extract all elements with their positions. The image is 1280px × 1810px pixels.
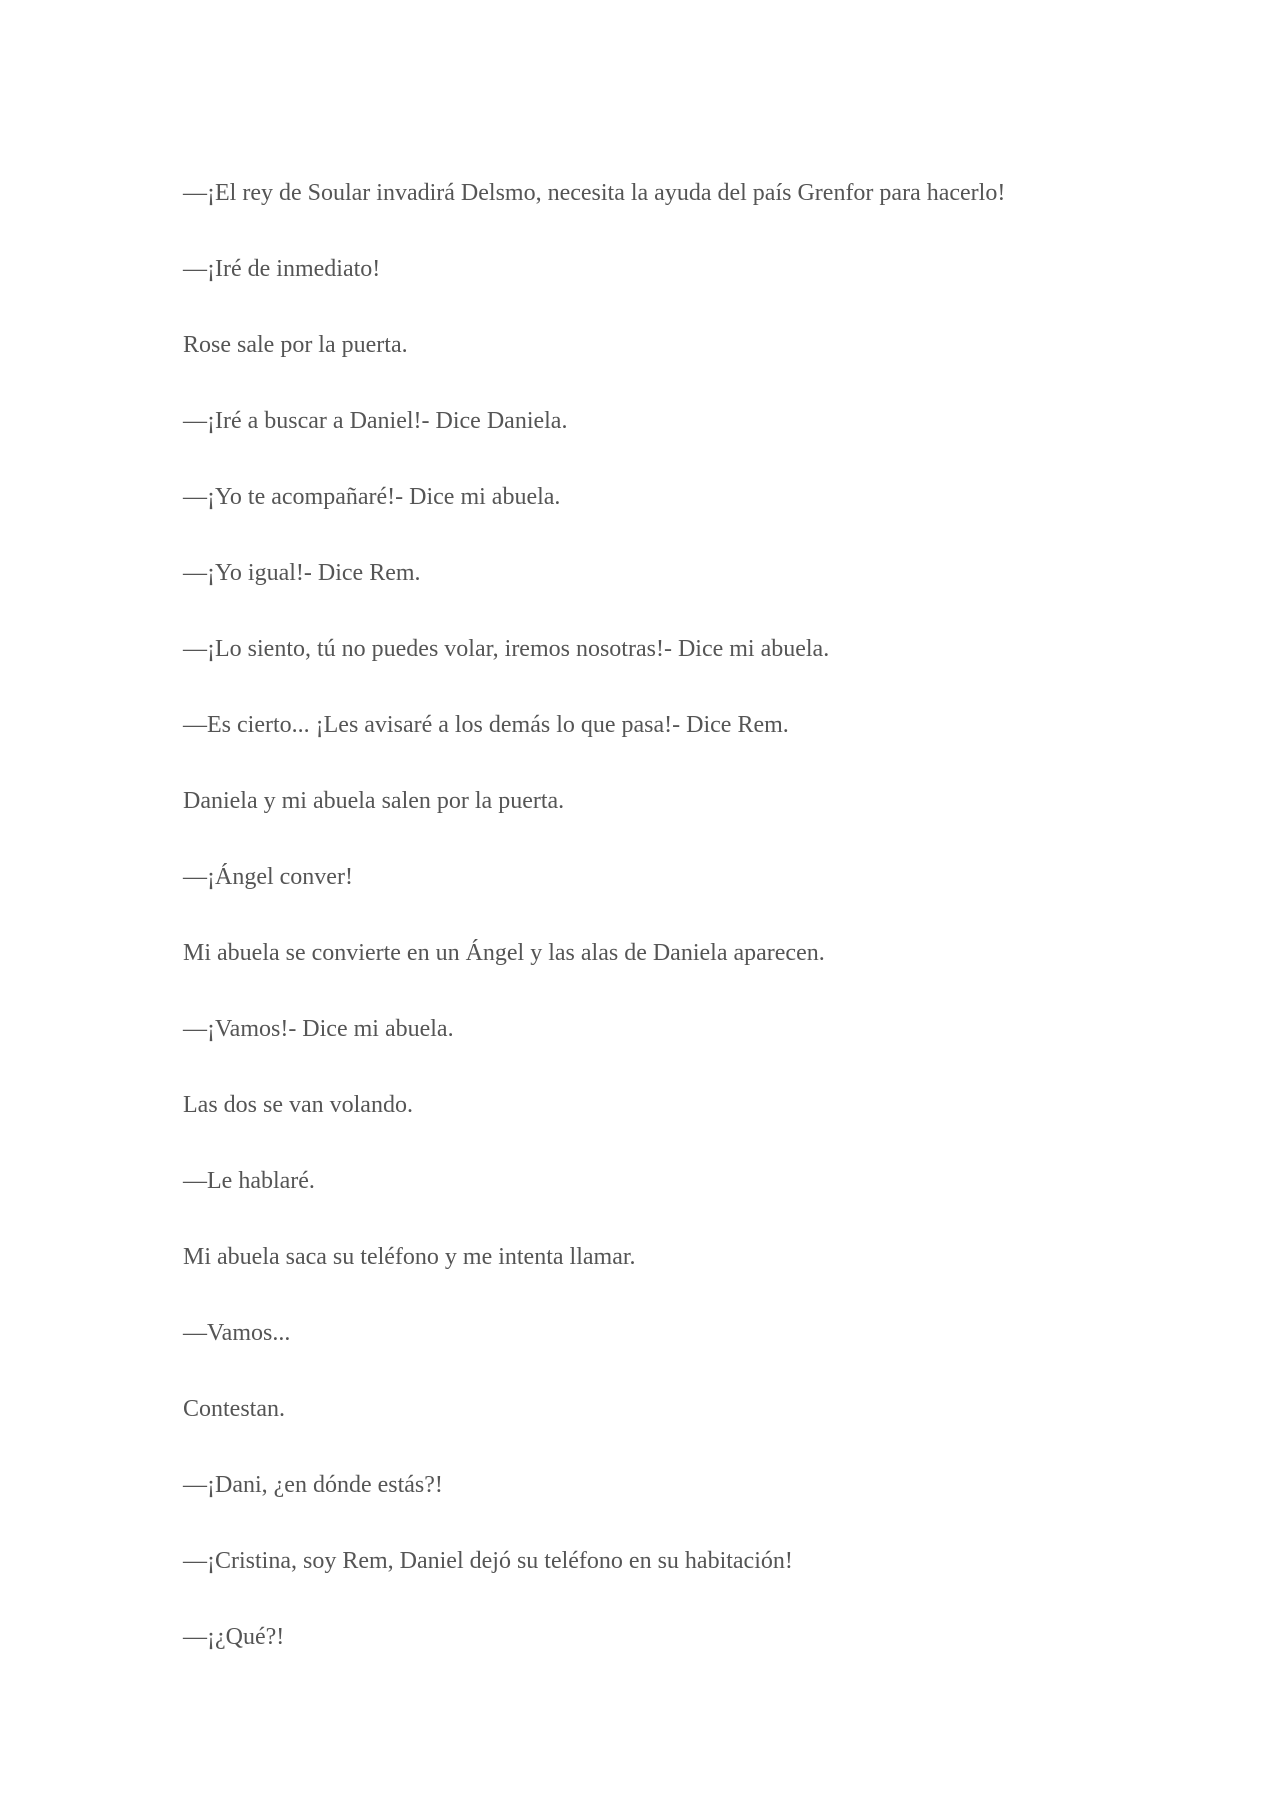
paragraph: —¡Cristina, soy Rem, Daniel dejó su teléfono en su habitación! — [183, 1548, 793, 1574]
paragraph: —¡Ángel conver! — [183, 864, 353, 890]
paragraph: Las dos se van volando. — [183, 1092, 413, 1118]
paragraph: —¡El rey de Soular invadirá Delsmo, necesita la ayuda del país Grenfor para hacerlo! — [183, 180, 1006, 206]
paragraph: —¡Dani, ¿en dónde estás?! — [183, 1472, 443, 1498]
paragraph: —¡¿Qué?! — [183, 1624, 285, 1650]
paragraph: Mi abuela se convierte en un Ángel y las alas de Daniela aparecen. — [183, 940, 825, 966]
paragraph: —¡Yo te acompañaré!- Dice mi abuela. — [183, 484, 561, 510]
paragraph: Daniela y mi abuela salen por la puerta. — [183, 788, 565, 814]
paragraph: —Es cierto... ¡Les avisaré a los demás lo que pasa!- Dice Rem. — [183, 712, 789, 738]
paragraph: —Le hablaré. — [183, 1168, 315, 1194]
paragraph: —¡Yo igual!- Dice Rem. — [183, 560, 421, 586]
story-text — [183, 178, 1143, 1698]
paragraph: —Vamos... — [183, 1320, 291, 1346]
paragraph: —¡Iré a buscar a Daniel!- Dice Daniela. — [183, 408, 568, 434]
paragraph: Rose sale por la puerta. — [183, 332, 408, 358]
paragraph: Mi abuela saca su teléfono y me intenta llamar. — [183, 1244, 636, 1270]
paragraph: —¡Iré de inmediato! — [183, 256, 381, 282]
paragraph: —¡Lo siento, tú no puedes volar, iremos nosotras!- Dice mi abuela. — [183, 636, 830, 662]
paragraph: Contestan. — [183, 1396, 285, 1422]
paragraph: —¡Vamos!- Dice mi abuela. — [183, 1016, 454, 1042]
